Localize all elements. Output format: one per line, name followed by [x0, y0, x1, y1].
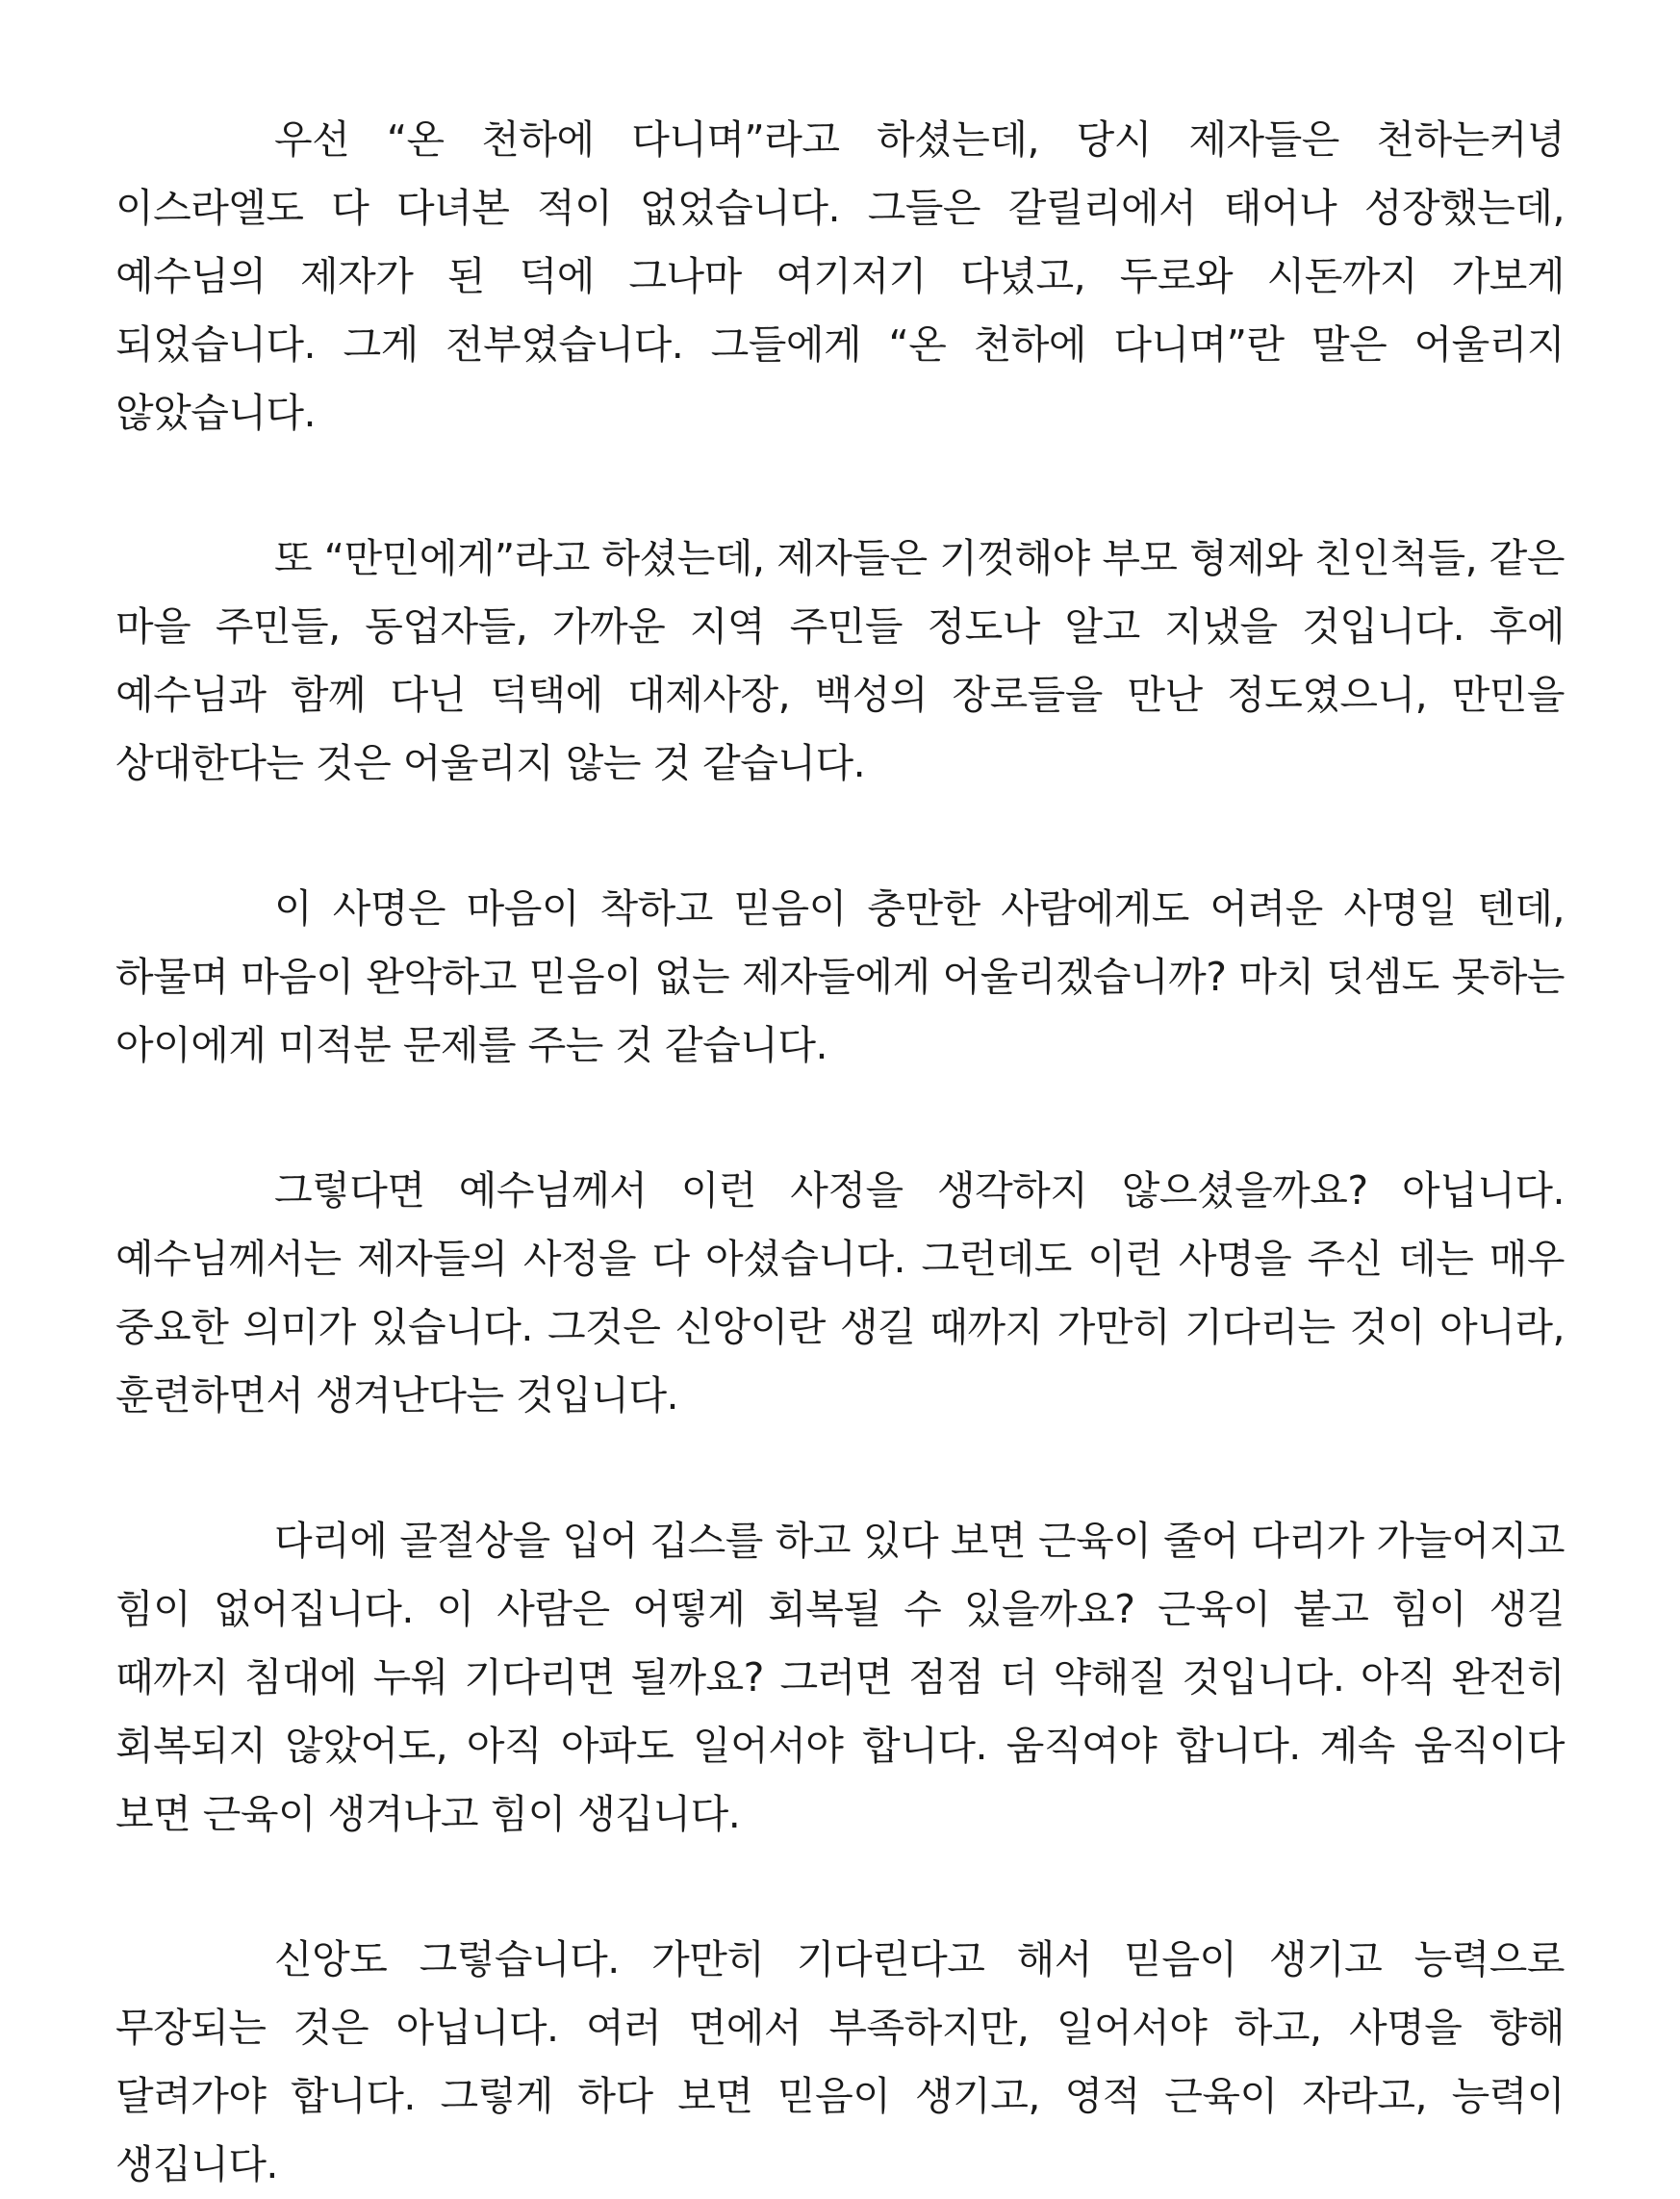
- document-page: [115, 106, 1565, 2199]
- paragraph-1: 우선 “온 천하에 다니며”라고 하셨는데, 당시 제자들은 천하는커녕 이스라엘도 다 다녀본 적이 없었습니다. 그들은 갈릴리에서 태어나 성장했는데, 예수님의 제자가 된 덕에 그나마 여기저기 다녔고, 두로와 시돈까지 가보게 되었습니다. 그게 전부였습니다. 그들에게 “온 천하에 다니며”란 말은 어울리지 않았습니다.: [115, 116, 1565, 436]
- paragraph-3: 이 사명은 마음이 착하고 믿음이 충만한 사람에게도 어려운 사명일 텐데, 하물며 마음이 완악하고 믿음이 없는 제자들에게 어울리겠습니까? 마치 덧셈도 못하는 아이에게 미적분 문제를 주는 것 같습니다.: [115, 885, 1565, 1068]
- paragraph-2: 또 “만민에게”라고 하셨는데, 제자들은 기껏해야 부모 형제와 친인척들, 같은 마을 주민들, 동업자들, 가까운 지역 주민들 정도나 알고 지냈을 것입니다. 후에 예수님과 함께 다닌 덕택에 대제사장, 백성의 장로들을 만난 정도였으니, 만민을 상대한다는 것은 어울리지 않는 것 같습니다.: [115, 535, 1565, 786]
- paragraph-5: 다리에 골절상을 입어 깁스를 하고 있다 보면 근육이 줄어 다리가 가늘어지고 힘이 없어집니다. 이 사람은 어떻게 회복될 수 있을까요? 근육이 붙고 힘이 생길 때까지 침대에 누워 기다리면 될까요? 그러면 점점 더 약해질 것입니다. 아직 완전히 회복되지 않았어도, 아직 아파도 일어서야 합니다. 움직여야 합니다. 계속 움직이다 보면 근육이 생겨나고 힘이 생깁니다.: [115, 1518, 1565, 1837]
- paragraph-4: 그렇다면 예수님께서 이런 사정을 생각하지 않으셨을까요? 아닙니다. 예수님께서는 제자들의 사정을 다 아셨습니다. 그런데도 이런 사명을 주신 데는 매우 중요한 의미가 있습니다. 그것은 신앙이란 생길 때까지 가만히 기다리는 것이 아니라, 훈련하면서 생겨난다는 것입니다.: [115, 1167, 1565, 1419]
- paragraph-6: 신앙도 그렇습니다. 가만히 기다린다고 해서 믿음이 생기고 능력으로 무장되는 것은 아닙니다. 여러 면에서 부족하지만, 일어서야 하고, 사명을 향해 달려가야 합니다. 그렇게 하다 보면 믿음이 생기고, 영적 근육이 자라고, 능력이 생깁니다.: [115, 1936, 1565, 2187]
